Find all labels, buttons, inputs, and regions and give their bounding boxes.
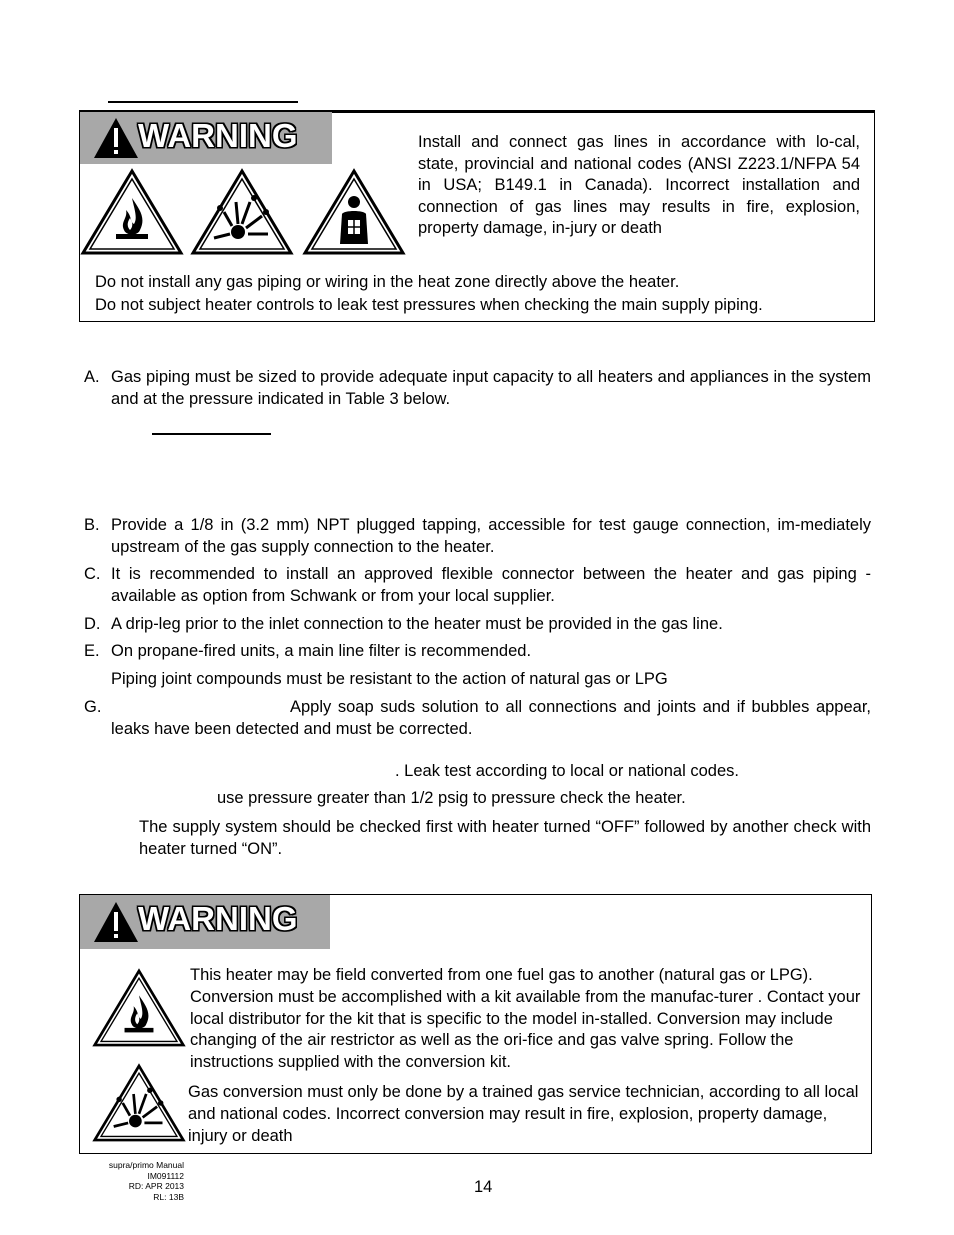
footer-revision-level: RL: 13B [153,1191,184,1202]
footer-manual-name: supra/primo Manual [108,1160,184,1170]
list-item-d [84,613,874,635]
list-text: A drip-leg prior to the inlet connection to the heater must be provided in the gas line. [111,615,723,633]
list-text: Piping joint compounds must be resistant to the action of natural gas or LPG [111,670,668,688]
list-text: Gas piping must be sized to provide adequate input capacity to all heaters and appliances in the system and at the pressure indicated in Table 3 below. [111,368,871,408]
warning1-note-leak-test: Do not subject heater controls to leak test pressures when checking the main supply piping. [95,296,763,314]
leak-test-line-3: The supply system should be checked first with heater turned “OFF” followed by another check with heater turned “ON”. [139,818,871,858]
warning-banner [80,895,330,949]
warning1-body: Install and connect gas lines in accordance with lo-cal, state, provincial and national codes (ANSI Z223.1/NFPA 54 in USA; B149.1 in Canada). Incorrect installation and connection of gas lines may results in fire, explosion, property damage, in-jury or death [418,133,860,237]
leak-test-line-2: use pressure greater than 1/2 psig to pressure check the heater. [217,789,686,807]
list-marker: B. [84,516,100,534]
footer-doc-number: IM091112 [147,1170,184,1181]
warning-box-gas-conversion [79,894,872,1154]
warning-banner-text: WARNING [138,900,298,937]
warning-box-gas-lines [79,111,875,322]
health-hazard-icon [302,168,406,256]
flammable-hazard-icon [92,967,186,1049]
explosive-hazard-icon [92,1063,186,1143]
warning1-note-heat-zone: Do not install any gas piping or wiring in the heat zone directly above the heater. [95,273,680,291]
warning2-conversion-text: This heater may be field converted from one fuel gas to another (natural gas or LPG). Conversion must be accomplished with a kit available from the manufac-turer . Contact your local distributor for the kit that is specific to the model in-stalled. Conversion may include changing of the air restrictor as well as the ori-fice and gas valve spring. Follow the instructions supplied with the conversion kit. [190,966,861,1072]
list-marker: E. [84,642,100,660]
list-item-f [84,668,874,690]
list-marker: C. [84,565,101,583]
page-number: 14 [474,1178,493,1196]
warning-banner [80,112,332,164]
list-marker: D. [84,615,101,633]
list-text: It is recommended to install an approved flexible connector between the heater and gas piping - available as option from Schwank or from your local supplier. [111,565,871,605]
exclamation-triangle-icon [92,900,140,944]
footer-document-info [60,1160,184,1202]
heading-underline [108,101,298,103]
table-heading-underline [152,433,271,435]
flammable-hazard-icon [80,168,184,256]
warning2-technician-text: Gas conversion must only be done by a trained gas service technician, according to all local and national codes. Incorrect conversion may result in fire, explosion, property damage, injury or death [188,1083,859,1145]
exclamation-triangle-icon [92,116,140,160]
footer-revision-date: RD: APR 2013 [128,1181,184,1191]
list-item-e [84,640,874,662]
list-text: Provide a 1/8 in (3.2 mm) NPT plugged tapping, accessible for test gauge connection, im-mediately upstream of the gas supply connection to the heater. [111,516,871,556]
explosive-hazard-icon [190,168,294,256]
list-marker: A. [84,368,100,386]
list-marker: G. [84,698,102,716]
list-item-g [84,696,874,742]
list-text: Apply soap suds solution to all connections and joints and if bubbles appear, leaks have been detected and must be corrected. [111,698,871,738]
list-item-c [84,563,874,609]
list-item-a [84,366,874,412]
list-item-b [84,514,874,560]
leak-test-line-1: . Leak test according to local or national codes. [395,762,739,780]
warning-banner-text: WARNING [138,117,298,154]
list-text: On propane-fired units, a main line filter is recommended. [111,642,532,660]
